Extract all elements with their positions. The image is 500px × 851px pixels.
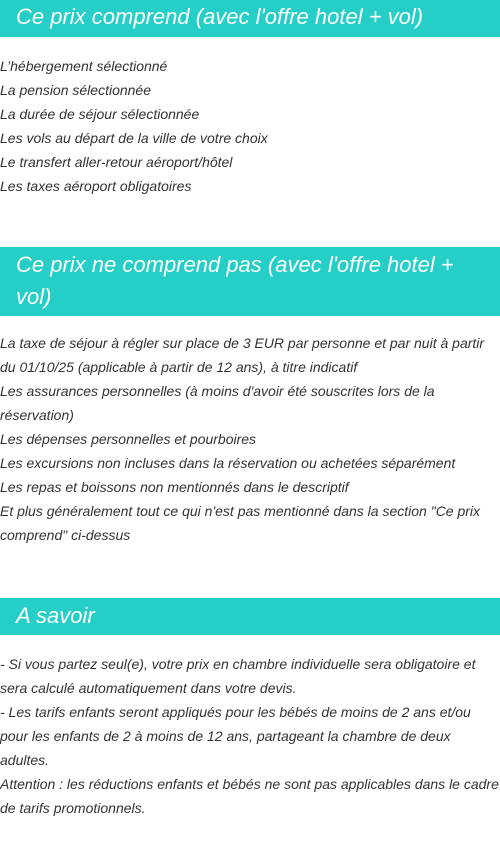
list-item: Le transfert aller-retour aéroport/hôtel [0, 154, 233, 170]
info-list [0, 652, 500, 820]
list-item: Les taxes aéroport obligatoires [0, 178, 192, 194]
excluded-list [0, 331, 500, 547]
list-item: Les vols au départ de la ville de votre choix [0, 130, 268, 146]
list-item: Et plus généralement tout ce qui n'est pas mentionné dans la section "Ce prix comprend" ci-dessus [0, 503, 481, 543]
list-item: - Si vous partez seul(e), votre prix en chambre individuelle sera obligatoire et sera calculé automatiquement dans votre devis. [0, 656, 476, 696]
section-price-excludes [0, 247, 500, 547]
list-item: La pension sélectionnée [0, 82, 152, 98]
list-item: Les dépenses personnelles et pourboires [0, 431, 257, 447]
list-item: Les assurances personnelles (à moins d'avoir été souscrites lors de la réservation) [0, 383, 435, 423]
section-title: Ce prix ne comprend pas (avec l'offre hotel + vol) [0, 247, 500, 316]
list-item: Les repas et boissons non mentionnés dans le descriptif [0, 479, 349, 495]
list-item: Les excursions non incluses dans la réservation ou achetées séparément [0, 455, 456, 471]
list-item: La durée de séjour sélectionnée [0, 106, 200, 122]
list-item: - Les tarifs enfants seront appliqués pour les bébés de moins de 2 ans et/ou pour les enfants de 2 à moins de 12 ans, partageant la chambre de deux adultes. [0, 704, 471, 768]
list-item: La taxe de séjour à régler sur place de 3 EUR par personne et par nuit à partir du 01/10/25 (applicable à partir de 12 ans), à titre indicatif [0, 335, 485, 375]
section-title: A savoir [0, 598, 500, 635]
included-list [0, 54, 500, 198]
section-price-includes [0, 0, 500, 198]
list-item: Attention : les réductions enfants et bébés ne sont pas applicables dans le cadre de tarifs promotionnels. [0, 776, 499, 816]
section-good-to-know [0, 598, 500, 820]
list-item: L’hébergement sélectionné [0, 58, 168, 74]
section-title: Ce prix comprend (avec l'offre hotel + vol) [0, 0, 500, 37]
